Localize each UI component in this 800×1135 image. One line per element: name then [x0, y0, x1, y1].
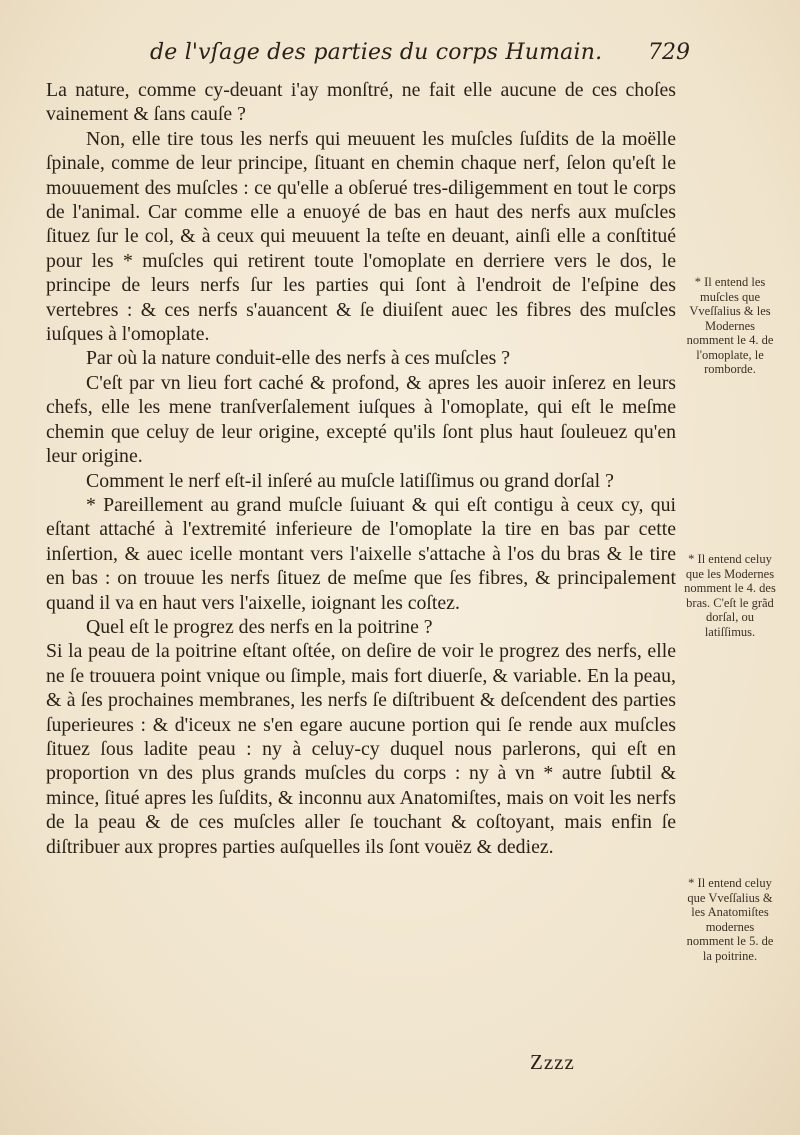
page-header: [150, 40, 690, 74]
paragraph: Non, elle tire tous les nerfs qui meuuent les muſcles ſuſdits de la moëlle ſpinale, comme de leur principe, ſituant en chemin chaque nerf, ſelon qu'eſt le mouuement des muſcles : ce qu'elle a obſerué tres-diligemment en tout le corps de l'animal. Car comme elle a enuoyé de bas en haut des nerfs aux muſcles ſituez ſur le col, & à ceux qui meuuent la teſte en deuant, ainſi elle a conſtitué pour les * muſcles qui retirent toute l'omoplate en derriere vers le dos, le principe de leurs nerfs ſur les parties qui ſont à l'endroit de l'eſpine des vertebres : & ces nerfs s'auancent & ſe diuiſent auec les fibres des muſcles iuſques à l'omoplate.: [46, 127, 676, 346]
running-head: de l'vſage des parties du corps Humain.: [150, 40, 603, 65]
paragraph: Si la peau de la poitrine eſtant oſtée, on deſire de voir le progrez des nerfs, elle ne ſe trouuera point vnique ou ſimple, mais fort diuerſe, & variable. En la peau, & à ſes prochaines membranes, les nerfs ſe diſtribuent & deſcendent des parties ſuperieures : & d'iceux ne s'en egare aucune portion qui ſe rende aux muſcles ſituez ſous ladite peau : ny à celuy-cy duquel nous parlerons, qui eſt en proportion vn des plus grands muſcles du corps : ny à vn * autre ſubtil & mince, ſitué apres les ſuſdits, & inconnu aux Anatomiſtes, mais on voit les nerfs de la peau & de ces muſcles aller ſe touchant & coſtoyant, mais enfin ſe diſtribuer aux propres parties auſquelles ils ſont vouëz & dediez.: [46, 640, 676, 858]
signature-mark: Zzzz: [530, 1050, 575, 1074]
paragraph: Quel eſt le progrez des nerfs en la poitrine ?: [86, 615, 433, 638]
page-number: 729: [648, 40, 690, 65]
paragraph: La nature, comme cy-deuant i'ay monſtré, ne fait elle aucune de ces choſes vainement & ſans cauſe ?: [46, 79, 676, 126]
main-text-column: [46, 78, 676, 859]
paragraph: * Pareillement au grand muſcle ſuiuant & qui eſt contigu à ceux cy, qui eſtant attaché à l'extremité inferieure de l'omoplate la tire en bas par cette inſertion, & auec icelle montant vers l'aixelle s'attache à l'os du bras & le tire en bas : on trouue les nerfs ſituez de meſme que ſes fibres, & principalement quand il va en haut vers l'aixelle, ioignant les coſtez.: [46, 493, 676, 614]
paragraph: Comment le nerf eſt-il inſeré au muſcle latiſſimus ou grand dorſal ?: [86, 469, 614, 492]
margin-note: * Il entend les muſcles que Vveſſalius & les Modernes nomment le 4. de l'omoplate, le romborde.: [686, 275, 774, 376]
paragraph: C'eſt par vn lieu fort caché & profond, & apres les auoir inſerez en leurs chefs, elle les mene tranſverſalement iuſques à l'omoplate, qui eſt le meſme chemin que celuy de leur origine, excepté qu'ils ſont plus haut ſouleuez qu'en leur origine.: [46, 371, 676, 468]
margin-note: * Il entend celuy que les Modernes nomment le 4. des bras. C'eſt le grãd dorſal, ou latiſſimus.: [684, 552, 776, 639]
paragraph: Par où la nature conduit-elle des nerfs à ces muſcles ?: [86, 347, 511, 370]
margin-note: * Il entend celuy que Vveſſalius & les Anatomiſtes modernes nomment le 5. de la poitrine.: [686, 876, 774, 963]
